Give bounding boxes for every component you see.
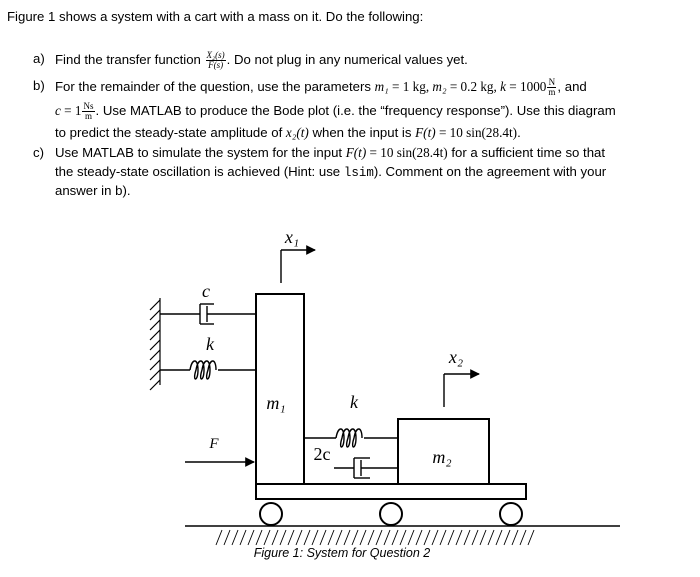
input-expression: = 10 sin(28.4t): [435, 125, 518, 140]
wheels: [260, 503, 522, 525]
part-a-label: a): [33, 51, 45, 66]
part-c-line1-start: Use MATLAB to simulate the system for the input: [55, 145, 346, 160]
Ft-symbol: F(t): [415, 125, 436, 140]
m1-symbol: m₁: [374, 78, 389, 94]
figure-caption: Figure 1: System for Question 2: [253, 546, 431, 560]
label-F: F: [209, 436, 219, 452]
tf-numerator: X₂(s): [206, 50, 225, 60]
part-b-line3-mid: when the input is: [308, 125, 416, 140]
part-b-line1-end: , and: [557, 78, 587, 94]
label-k-mid: k: [350, 392, 358, 412]
wheel-left: [260, 503, 282, 525]
x2t-symbol: x₂(t): [285, 125, 309, 140]
part-c-line3: answer in b).: [55, 183, 131, 198]
wheel-middle: [380, 503, 402, 525]
intro-text: Figure 1 shows a system with a cart with a mass on it. Do the following:: [7, 9, 424, 24]
part-b-line3-start: to predict the steady-state amplitude of: [55, 125, 286, 140]
left-damper: [160, 304, 256, 324]
label-c: c: [202, 281, 210, 301]
c-unit-den: m: [84, 111, 92, 121]
part-a-after: . Do not plug in any numerical values yet.: [226, 51, 468, 67]
k-unit-den: m: [548, 87, 556, 97]
Ft-symbol-c: F(t): [345, 145, 367, 160]
part-c-label: c): [33, 145, 44, 160]
c-unit-num: Ns: [83, 101, 94, 111]
part-b-line2-rest: . Use MATLAB to produce the Bode plot (i.e. the “frequency response”). Use this diagram: [95, 102, 616, 118]
label-x1: x₁: [284, 227, 300, 247]
m1-value: = 1 kg,: [388, 78, 433, 94]
k-value: = 1000: [505, 78, 547, 94]
part-b-label: b): [33, 78, 45, 93]
input-expression-c: = 10 sin(28.4t): [366, 145, 448, 160]
label-m1: m₁: [266, 393, 286, 413]
c-value: = 1: [60, 102, 82, 118]
part-c-line1-end: for a sufficient time so that: [447, 145, 606, 160]
lsim-code: lsim: [343, 166, 374, 180]
part-b-line1-start: For the remainder of the question, use the parameters: [55, 78, 375, 94]
k-unit-num: N: [548, 77, 556, 87]
part-b-line3-end: .: [517, 125, 521, 140]
c-symbol: c: [55, 102, 61, 118]
label-2c: 2c: [313, 444, 331, 464]
k-symbol: k: [500, 78, 506, 94]
part-a-before: Find the transfer function: [55, 51, 205, 67]
tf-denominator: F(s): [208, 60, 224, 70]
part-c-line2-start: the steady-state oscillation is achieved (Hint: use: [55, 164, 344, 179]
part-c-line2-end: ). Comment on the agreement with your: [373, 164, 607, 179]
left-spring: [160, 361, 256, 379]
left-wall: [150, 298, 160, 390]
m2-symbol: m₂: [432, 78, 447, 94]
label-k-left: k: [206, 334, 214, 354]
ground: [185, 526, 620, 545]
label-m2: m₂: [432, 447, 452, 467]
m2-value: = 0.2 kg,: [446, 78, 501, 94]
label-x2: x₂: [448, 347, 464, 367]
middle-damper: [334, 458, 398, 478]
wheel-right: [500, 503, 522, 525]
